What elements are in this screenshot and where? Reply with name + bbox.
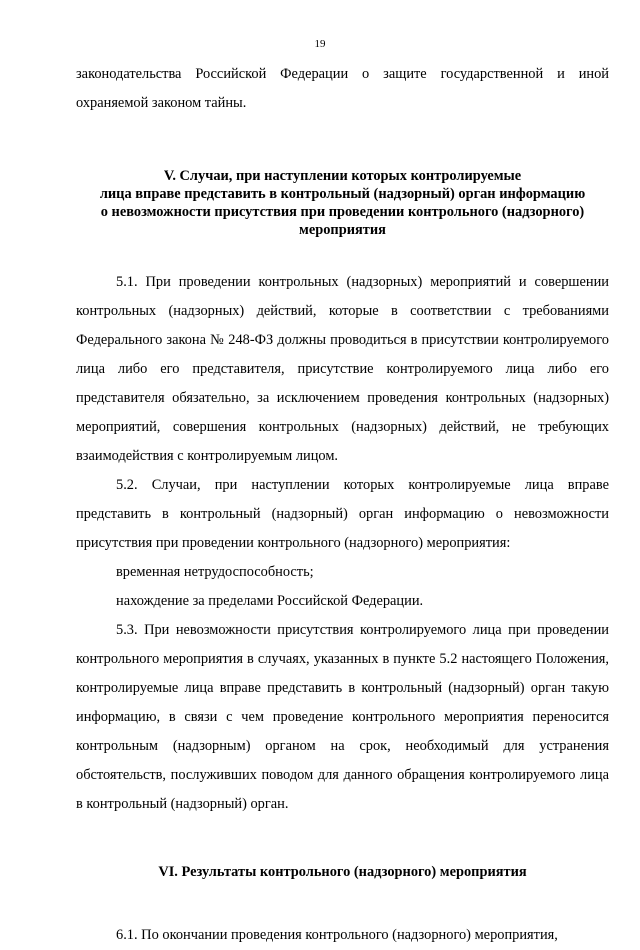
section-5-heading-line: V. Случаи, при наступлении которых контролируемые bbox=[163, 168, 522, 184]
paragraph-6-1: 6.1. По окончании проведения контрольного (надзорного) мероприятия, bbox=[116, 927, 558, 943]
document-body bbox=[76, 60, 609, 950]
section-5-heading-line: о невозможности присутствия при проведении контрольного (надзорного) bbox=[100, 204, 585, 220]
list-item-outside-russia: нахождение за пределами Российской Федерации. bbox=[116, 593, 424, 609]
intro-paragraph: законодательства Российской Федерации о защите государственной и иной охраняемой законом тайны. bbox=[76, 66, 609, 111]
page-number: 19 bbox=[314, 38, 326, 50]
section-5-heading-line: мероприятия bbox=[299, 222, 386, 238]
paragraph-5-3: 5.3. При невозможности присутствия контролируемого лица при проведении контрольного мероприятия в случаях, указанных в пункте 5.2 настоящего Положения, контролируемые лица вправе представить в контрольный (надзорный) орган такую информацию, в связи с чем проведение контрольного мероприятия переносится контрольным (надзорным) органом на срок, необходимый для устранения обстоятельств, послуживших поводом для данного обращения контролируемого лица в контрольный (надзорный) орган. bbox=[76, 622, 609, 812]
paragraph-5-1: 5.1. При проведении контрольных (надзорных) мероприятий и совершении контрольных (надзорных) действий, которые в соответствии с требованиями Федерального закона № 248-ФЗ должны проводиться в присутствии контролируемого лица либо его представителя, присутствие контролируемого лица либо его представителя обязательно, за исключением проведения контрольных (надзорных) мероприятий, совершения контрольных (надзорных) действий, не требующих взаимодействия с контролируемым лицом. bbox=[76, 274, 609, 464]
section-5-heading bbox=[76, 167, 609, 239]
section-5-heading-line: лица вправе представить в контрольный (надзорный) орган информацию bbox=[99, 186, 586, 202]
list-item-temporary-disability: временная нетрудоспособность; bbox=[116, 564, 314, 580]
section-6-heading: VI. Результаты контрольного (надзорного) мероприятия bbox=[158, 864, 527, 880]
paragraph-5-2: 5.2. Случаи, при наступлении которых контролируемые лица вправе представить в контрольный (надзорный) орган информацию о невозможности присутствия при проведении контрольного (надзорного) мероприятия: bbox=[76, 477, 609, 551]
